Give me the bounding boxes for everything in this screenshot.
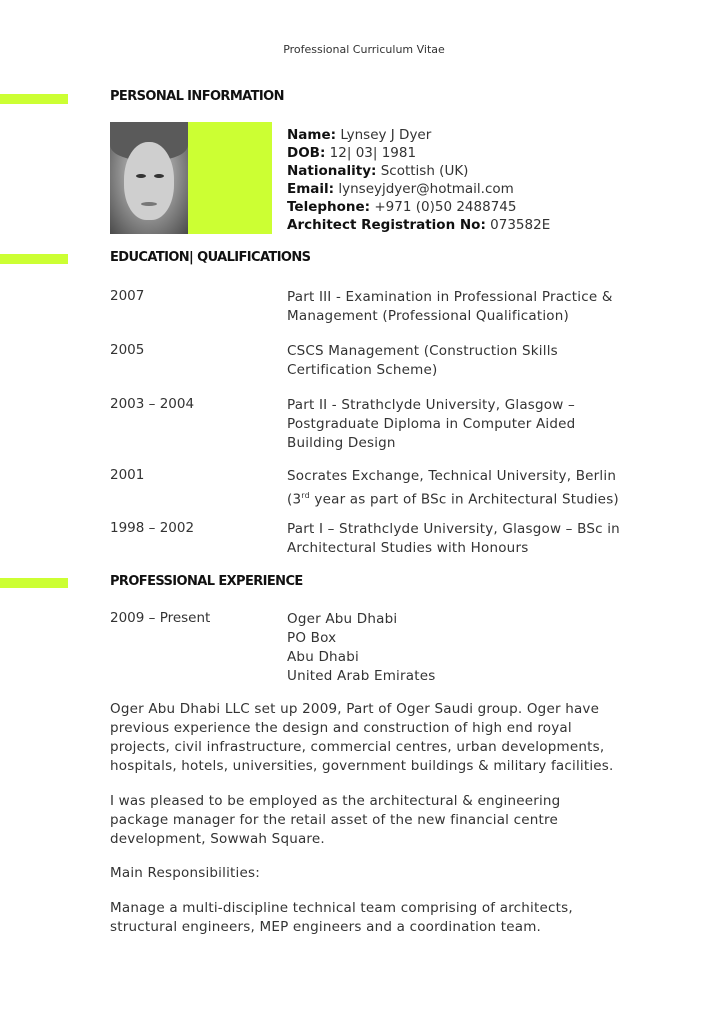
personal-info: Name: Lynsey J Dyer DOB: 12| 03| 1981 Nationality: Scottish (UK) Email: lynseyjdyer@hotmail.com Telephone: +971 (0)50 2488745 Architect Registration No: 073582E <box>287 127 551 233</box>
education-entry: CSCS Management (Construction Skills Certification Scheme) <box>287 343 558 378</box>
page-header: Professional Curriculum Vitae <box>283 43 445 56</box>
responsibility-item: Manage a multi-discipline technical team comprising of architects, structural engineers, MEP engineers and a coordination team. <box>110 900 573 935</box>
experience-paragraph: I was pleased to be employed as the architectural & engineering package manager for the retail asset of the new financial centre development, Sowwah Square. <box>110 793 561 847</box>
accent-bar <box>0 578 68 588</box>
education-entry: Socrates Exchange, Technical University, Berlin (3rd year as part of BSc in Architectural Studies) <box>287 468 619 508</box>
responsibilities-heading: Main Responsibilities: <box>110 865 260 881</box>
experience-paragraph: Oger Abu Dhabi LLC set up 2009, Part of Oger Saudi group. Oger have previous experience the design and construction of high end royal projects, civil infrastructure, commercial centres, urban developments, hospitals, hotels, universities, government buildings & military facilities. <box>110 701 614 774</box>
accent-bar <box>0 254 68 264</box>
email-value: lynseyjdyer@hotmail.com <box>338 181 514 197</box>
education-entry: Part I – Strathclyde University, Glasgow – BSc in Architectural Studies with Honours <box>287 521 620 556</box>
section-title-personal: PERSONAL INFORMATION <box>110 89 284 104</box>
accent-block <box>188 122 272 234</box>
experience-date: 2009 – Present <box>110 610 211 626</box>
registration-value: 073582E <box>490 217 551 233</box>
education-date: 2003 – 2004 <box>110 396 195 412</box>
dob-value: 12| 03| 1981 <box>329 145 417 161</box>
education-date: 1998 – 2002 <box>110 520 195 536</box>
education-date: 2005 <box>110 342 145 358</box>
nationality-value: Scottish (UK) <box>380 163 469 179</box>
profile-photo <box>110 122 188 234</box>
employer-address: Oger Abu Dhabi PO Box Abu Dhabi United Arab Emirates <box>287 611 436 684</box>
accent-bar <box>0 94 68 104</box>
telephone-value: +971 (0)50 2488745 <box>374 199 517 215</box>
education-date: 2007 <box>110 288 145 304</box>
section-title-education: EDUCATION| QUALIFICATIONS <box>110 250 311 265</box>
education-entry: Part III - Examination in Professional Practice & Management (Professional Qualification) <box>287 289 613 324</box>
education-date: 2001 <box>110 467 145 483</box>
education-entry: Part II - Strathclyde University, Glasgow – Postgraduate Diploma in Computer Aided Building Design <box>287 397 576 451</box>
name-value: Lynsey J Dyer <box>340 127 432 143</box>
section-title-experience: PROFESSIONAL EXPERIENCE <box>110 574 303 589</box>
